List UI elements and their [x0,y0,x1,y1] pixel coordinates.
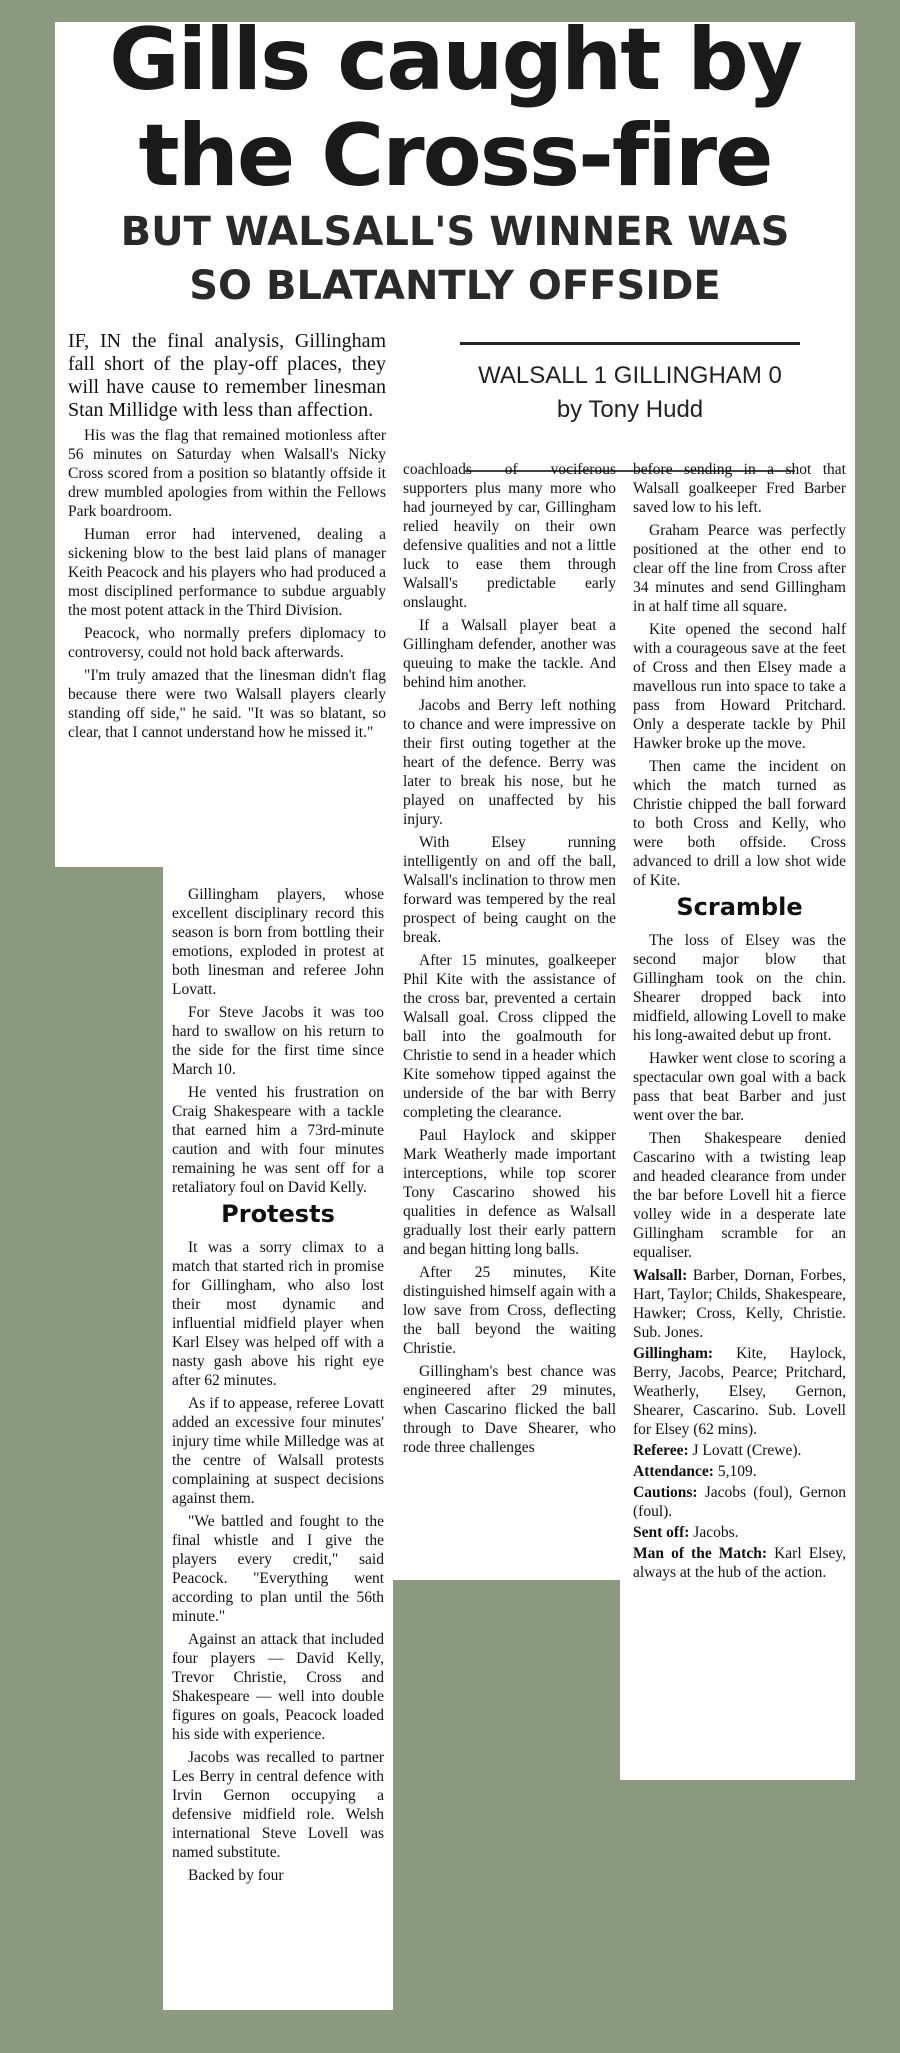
paragraph: His was the flag that remained motionless after 56 minutes on Saturday when Walsall's Nicky Cross scored from a position so blatantly offside it drew mumbled apologies from within the Fellows Park boardroom. [68,427,386,520]
paragraph: "We battled and fought to the final whistle and I give the players every credit," said Peacock. "Everything went according to plan until the 56th minute." [172,1513,384,1625]
subheadline-line1: BUT WALSALL'S WINNER WAS [120,209,790,255]
paragraph: Jacobs and Berry left nothing to chance and were impressive on their first outing together at the heart of the defence. Berry was later to break his nose, but he played on unaffected by his injury. [403,697,616,828]
paragraph: Then came the incident on which the match turned as Christie chipped the ball forward to both Cross and Kelly, who were both offside. Cross advanced to drill a low shot wide of Kite. [633,758,846,889]
detail-line: Cautions: Jacobs (foul), Gernon (foul). [633,1484,846,1520]
headline-line1: Gills caught by [109,10,801,110]
paragraph: Kite opened the second half with a courageous save at the feet of Cross and then Elsey made a mavellous run into space to take a pass from Howard Pritchard. Only a desperate tackle by Phil Hawker broke up the move. [633,621,846,752]
paragraph: Graham Pearce was perfectly positioned at the other end to clear off the line from Cross after 34 minutes and send Gillingham in at half time all square. [633,522,846,615]
paragraph: After 15 minutes, goalkeeper Phil Kite with the assistance of the cross bar, prevented a certain Walsall goal. Cross clipped the ball into the goalmouth for Christie to send in a header which Kite somehow tipped against the underside of the bar with Berry completing the clearance. [403,952,616,1121]
author-byline: by Tony Hudd [556,396,704,423]
paragraph: Then Shakespeare denied Cascarino with a twisting leap and headed clearance from under the bar before Lovell hit a fierce volley wide in a desperate late Gillingham scramble for an equaliser. [633,1130,846,1261]
paragraph: The loss of Elsey was the second major blow that Gillingham took on the chin. Shearer dropped back into midfield, allowing Lovell to make his long-awaited debut up front. [633,932,846,1044]
team-line: Walsall: Barber, Dornan, Forbes, Hart, Taylor; Childs, Shakespeare, Hawker; Cross, Kelly, Christie. Sub. Jones. [633,1267,846,1341]
match-details [633,1266,846,1582]
paragraph: "I'm truly amazed that the linesman didn't flag because there were two Walsall players clearly standing off side," he said. "It was so blatant, so clear, that I cannot understand how he missed it." [68,667,386,741]
paragraph: Peacock, who normally prefers diplomacy to controversy, could not hold back afterwards. [68,625,386,661]
headline [55,12,855,204]
paragraph: It was a sorry climax to a match that started rich in promise for Gillingham, who also lost their most dynamic and influential midfield player when Karl Elsey was helped off with a nasty gash above his right eye after 62 minutes. [172,1239,384,1389]
paragraph: Against an attack that included four players — David Kelly, Trevor Christie, Cross and Shakespeare — well into double figures on goals, Peacock loaded his side with experience. [172,1631,384,1743]
paragraph: Gillingham's best chance was engineered after 29 minutes, when Cascarino flicked the ball through to Dave Shearer, who rode three challenges [403,1363,616,1456]
paragraph: Paul Haylock and skipper Mark Weatherly made important interceptions, while top scorer Tony Cascarino showed his qualities in defence as Walsall gradually lost their early pattern and began hitting long balls. [403,1127,616,1258]
paragraph: He vented his frustration on Craig Shakespeare with a tackle that earned him a 73rd-minute caution and with four minutes remaining he was sent off for a retaliatory foul on David Kelly. [172,1084,384,1196]
paragraph: After 25 minutes, Kite distinguished himself again with a low save from Cross, deflecting the ball beyond the waiting Christie. [403,1264,616,1357]
section-heading: Scramble [676,893,803,921]
detail-line: Sent off: Jacobs. [633,1524,739,1541]
paragraph: Backed by four [188,1867,284,1884]
subheadline-line2: SO BLATANTLY OFFSIDE [189,263,721,309]
paragraph: Human error had intervened, dealing a sickening blow to the best laid plans of manager Keith Peacock and his players who had produced a most disciplined performance to subdue arguably the most potent attack in the Third Division. [68,526,386,619]
lead-paragraph: IF, IN the final analysis, Gillingham fall short of the play-off places, they will have cause to remember linesman Stan Millidge with less than affection. [68,330,386,421]
column-2 [403,460,616,1461]
subheadline [55,205,855,313]
team-line: Gillingham: Kite, Haylock, Berry, Jacobs, Pearce; Pritchard, Weatherly, Elsey, Gernon, Shearer, Cascarino. Sub. Lovell for Elsey (62 mins). [633,1345,846,1438]
column-1-upper [68,330,386,746]
paragraph: Jacobs was recalled to partner Les Berry in central defence with Irvin Gernon occupying a defensive midfield role. Welsh international Steve Lovell was named substitute. [172,1749,384,1861]
column-1-lower [172,885,384,1889]
paragraph: With Elsey running intelligently on and off the ball, Walsall's inclination to throw men forward was tempered by the real prospect of being caught on the break. [403,834,616,946]
detail-line: Referee: J Lovatt (Crewe). [633,1442,802,1459]
paragraph: coachloads of vociferous supporters plus many more who had journeyed by car, Gillingham relied heavily on their own defensive qualities and not a little luck to ease them through Walsall's predictable early onslaught. [403,461,616,611]
paragraph: For Steve Jacobs it was too hard to swallow on his return to the side for the first time since March 10. [172,1004,384,1078]
paragraph: If a Walsall player beat a Gillingham defender, another was queuing to make the tackle. And behind him another. [403,617,616,691]
detail-line: Man of the Match: Karl Elsey, always at the hub of the action. [633,1545,846,1581]
paragraph: before sending in a shot that Walsall goalkeeper Fred Barber saved low to his left. [633,461,846,516]
match-score: WALSALL 1 GILLINGHAM 0 [478,362,782,389]
byline-box [460,342,800,427]
detail-line: Attendance: 5,109. [633,1463,757,1480]
paragraph: Hawker went close to scoring a spectacular own goal with a back pass that beat Barber and just went over the bar. [633,1050,846,1124]
headline-line2: the Cross-fire [138,106,772,206]
paragraph: As if to appease, referee Lovatt added an excessive four minutes' injury time while Milledge was at the centre of Walsall protests complaining at suspect decisions against them. [172,1395,384,1507]
column-3 [633,460,846,1584]
section-heading: Protests [221,1200,335,1228]
paragraph: Gillingham players, whose excellent disciplinary record this season is born from bottling their emotions, exploded in protest at both linesman and referee John Lovatt. [172,886,384,998]
